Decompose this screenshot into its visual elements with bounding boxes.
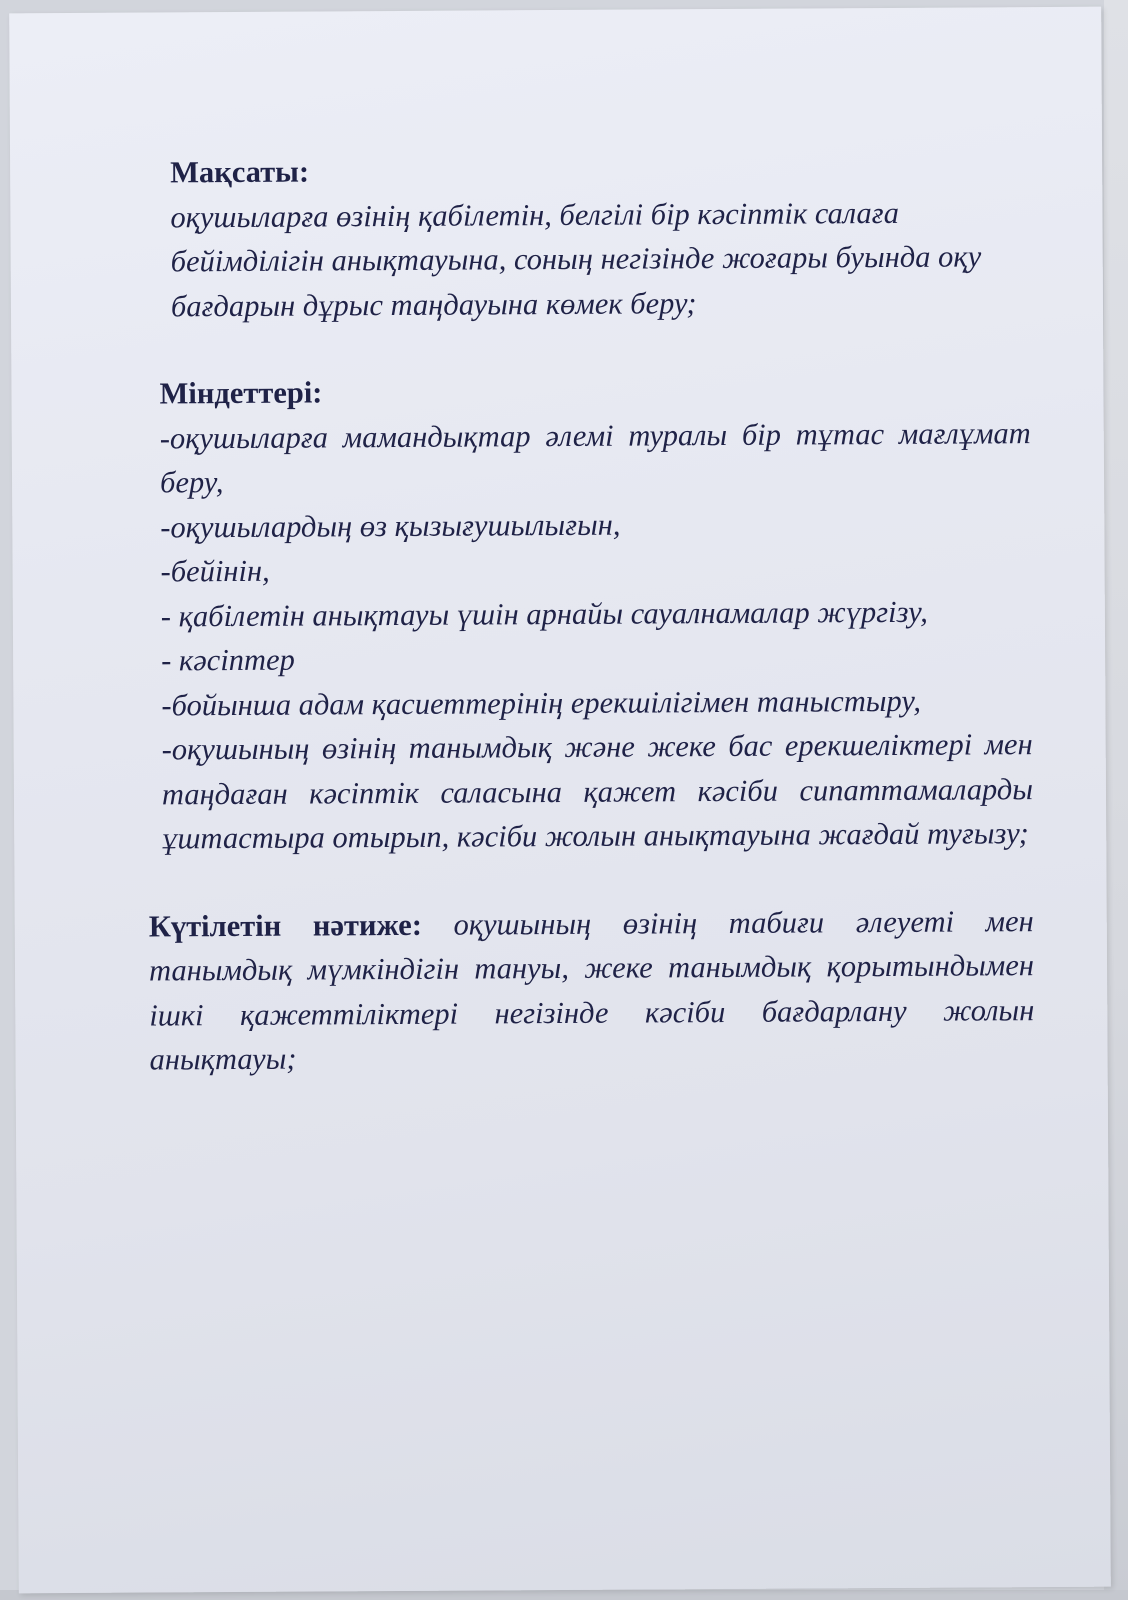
tasks-heading: Міндеттері: [159,375,323,411]
task-item: -оқушының өзінің танымдық және жеке бас ерекшеліктері мен таңдаған кәсіптік саласына қажет кәсіби сипаттамаларды ұштастыра отырып, кәсіби жолын анықтауына жағдай туғызу; [161,727,1034,856]
goal-heading: Мақсаты: [170,154,310,190]
task-item: - кәсіптер [161,642,295,678]
paper-sheet [9,7,1111,1594]
task-item: - қабілетін анықтауы үшін арнайы сауалнамалар жүргізу, [160,594,928,633]
task-item: -оқушылардың өз қызығушылығын, [160,507,621,544]
result-text: оқушының өзінің табиғи әлеуеті мен танымдық мүмкіндігін тануы, жеке танымдық қорытындымен ішкі қажеттіліктері негізінде кәсіби бағдарлану жолын анықтауы; [148,903,1035,1077]
tasks-section [145,366,1033,861]
document-body [144,145,1035,1125]
goal-section [144,145,1030,328]
result-section [149,899,1035,1082]
goal-text: оқушыларға өзінің қабілетін, белгілі бір кәсіптік салаға бейімділігін анықтауына, соның негізінде жоғары буында оқу бағдарын дұрыс таңдауына көмек беру; [170,195,982,323]
result-heading: Күтілетін нәтиже: [148,907,423,944]
result-paragraph [149,899,1035,1082]
task-item: -бейінін, [160,553,270,589]
task-item: -бойынша адам қасиеттерінің ерекшілігімен таныстыру, [161,683,922,722]
task-item: -оқушыларға мамандықтар әлемі туралы бір тұтас мағлұмат беру, [159,415,1031,500]
